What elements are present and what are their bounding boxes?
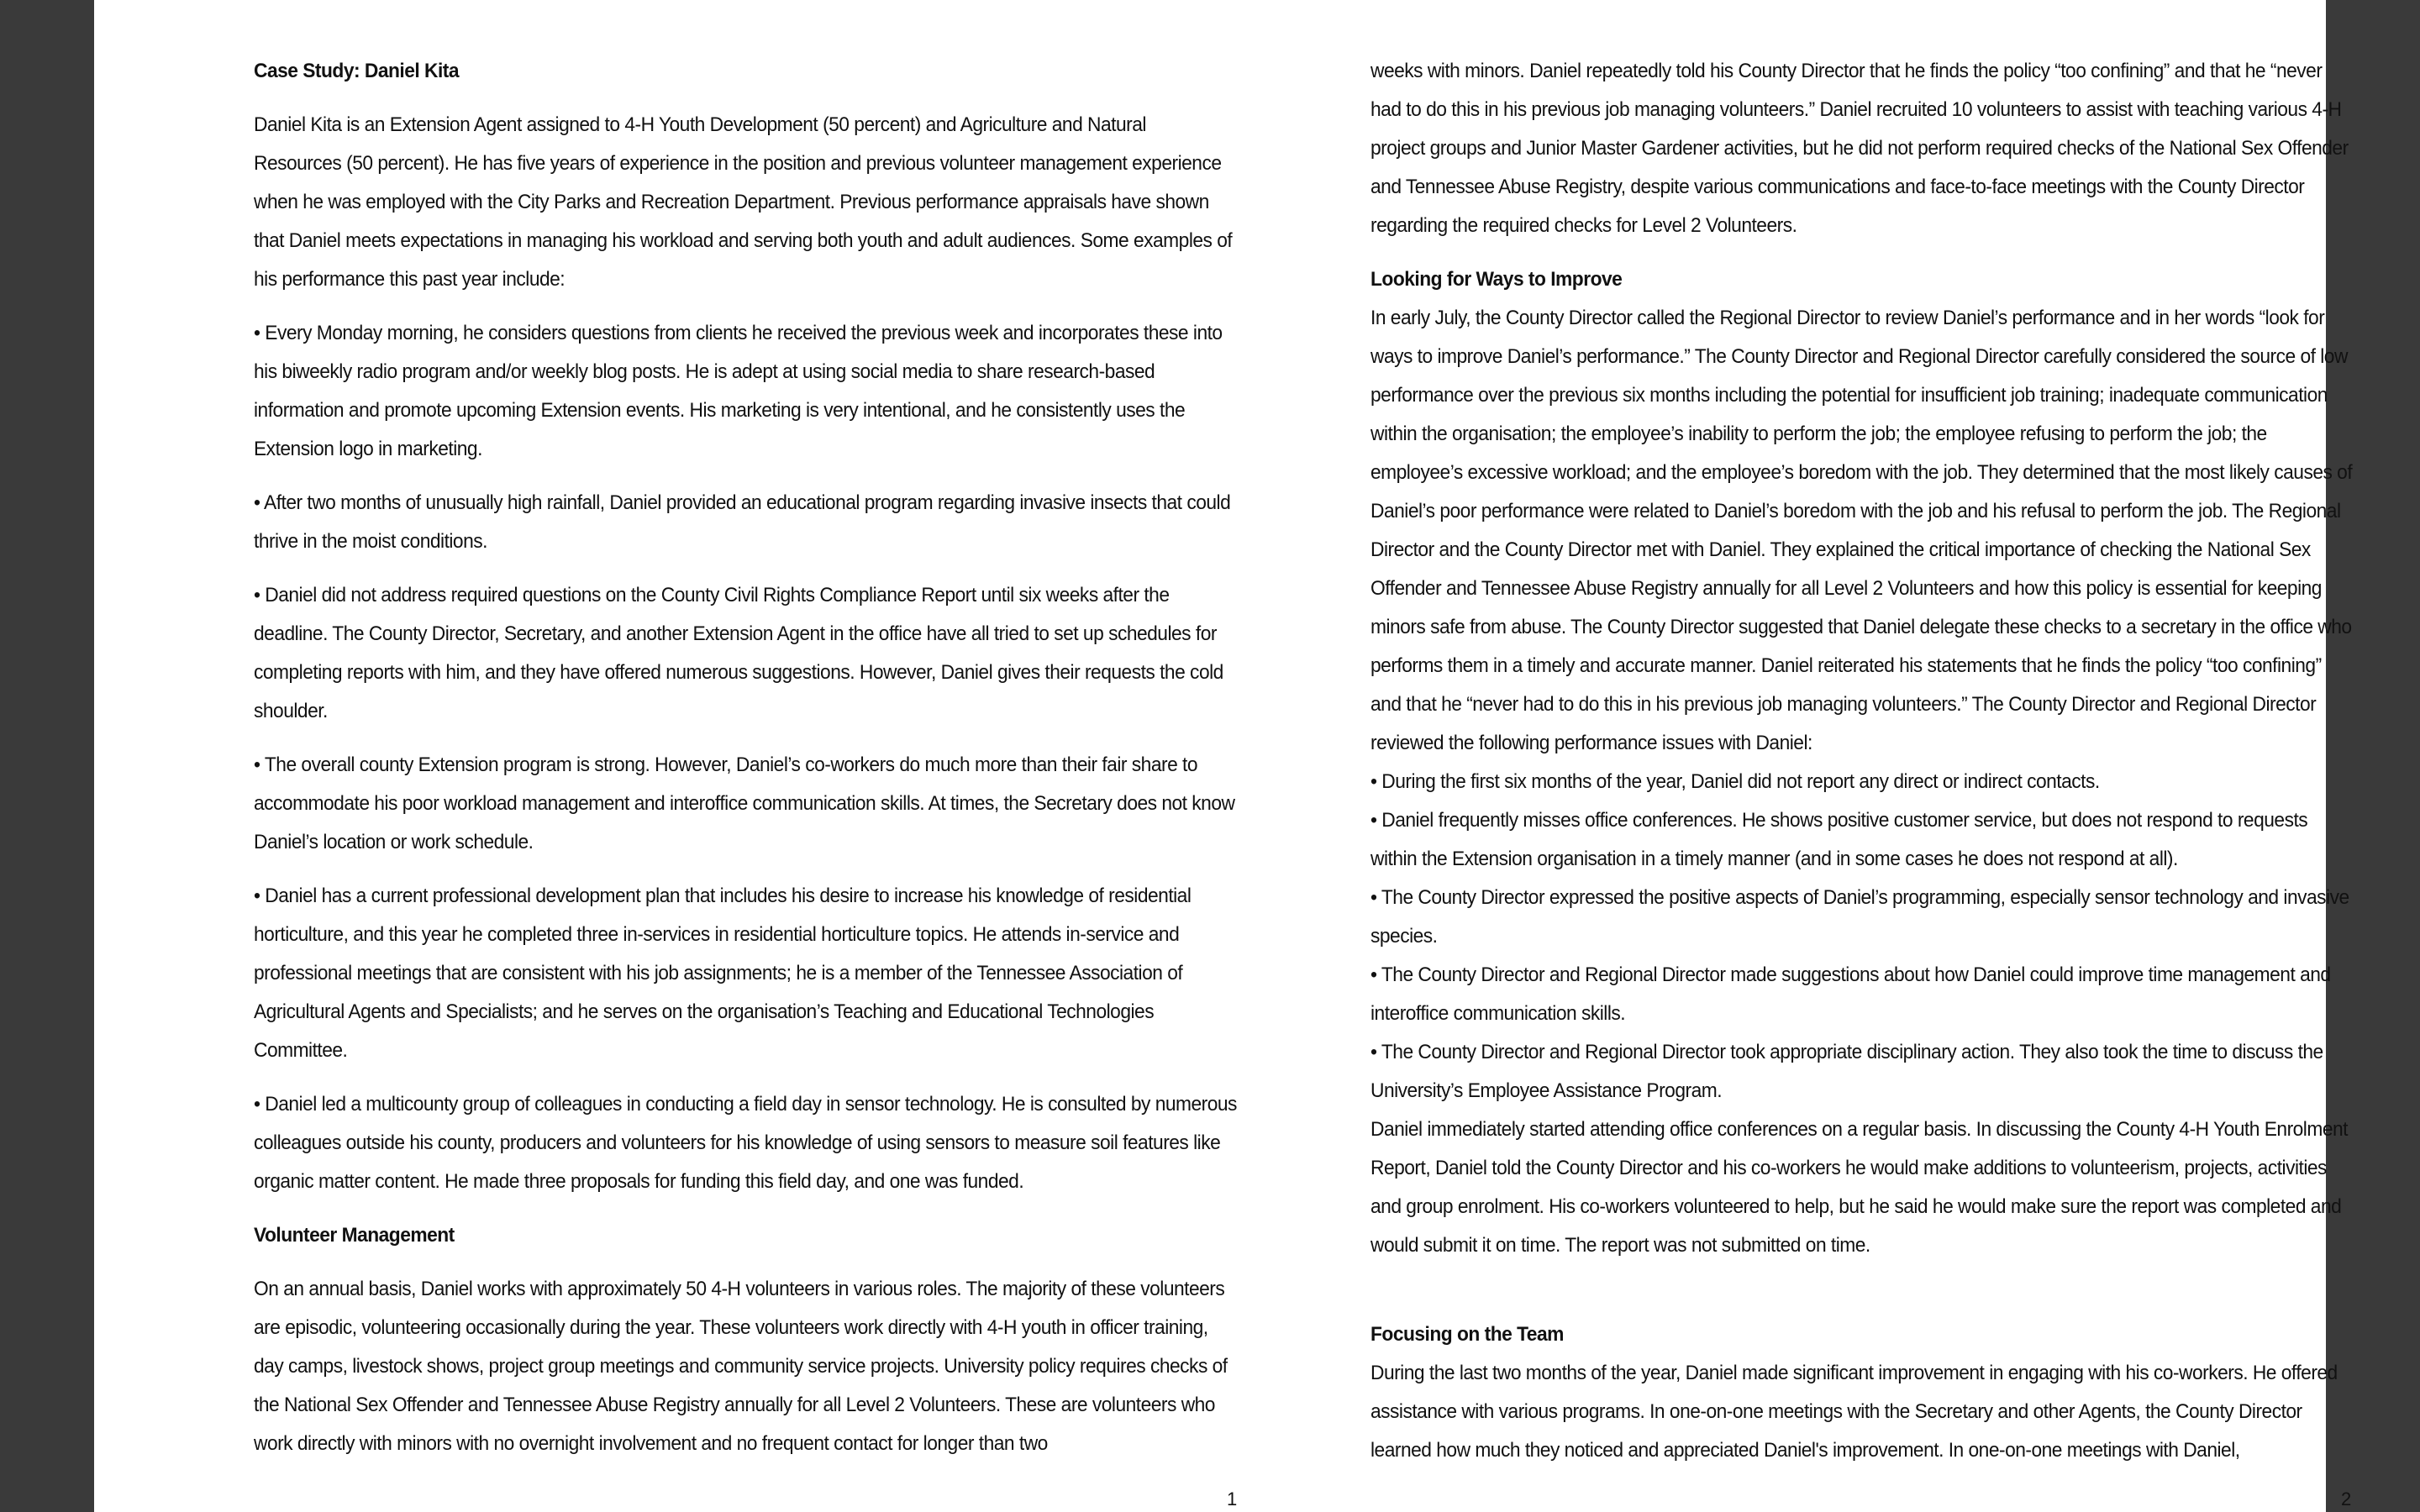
attending-paragraph: Daniel immediately started attending office conferences on a regular basis. In discussing the County 4-H Youth Enrolment Report, Daniel told the County Director and his co-workers he would make additions to volunteerism, projects, activities and group enrolment. His co-workers volunteered to help, but he said he would make sure the report was completed and would submit it on time. The report was not submitted on time. bbox=[1370, 1118, 2348, 1257]
improve-paragraph: In early July, the County Director called the Regional Director to review Daniel’s performance and in her words “look for ways to improve Daniel’s performance.” The County Director and Regional Director carefully considered the source of low performance over the previous six months including the potential for insufficient job training; inadequate communication within the organisation; the employee’s inability to perform the job; the employee refusing to perform the job; the employee’s excessive workload; and the employee’s boredom with the job. They determined that the most likely causes of Daniel’s poor performance were related to Daniel’s boredom with the job and his refusal to perform the job. The Regional Director and the County Director met with Daniel. They explained the critical importance of checking the National Sex Offender and Tennessee Abuse Registry annually for all Level 2 Volunteers and how this policy is essential for keeping minors safe from abuse. The County Director suggested that Daniel delegate these checks to a secretary in the office who performs them in a timely and accurate manner. Daniel reiterated his statements that he finds the policy “too confining” and that he “never had to do this in his previous job managing volunteers.” The County Director and Regional Director reviewed the following performance issues with Daniel: bbox=[1370, 307, 2353, 754]
bullet-item: • After two months of unusually high rainfall, Daniel provided an educational program regarding invasive insects that could thrive in the moist conditions. bbox=[254, 491, 1231, 553]
bullet-item: • Every Monday morning, he considers questions from clients he received the previous week and incorporates these into his biweekly radio program and/or weekly blog posts. He is adept at using social media to share research-based information and promote upcoming Extension events. His marketing is very intentional, and he consistently uses the Extension logo in marketing. bbox=[254, 322, 1223, 460]
improve-heading: Looking for Ways to Improve bbox=[1370, 268, 1623, 291]
page-number: 2 bbox=[2341, 1488, 2352, 1509]
document-spread bbox=[94, 0, 2353, 1512]
case-study-title: Case Study: Daniel Kita bbox=[254, 60, 460, 82]
issue-item: • The County Director expressed the positive aspects of Daniel’s programming, especially sensor technology and invasive species. bbox=[1370, 886, 2349, 948]
bullet-item: • The overall county Extension program is strong. However, Daniel’s co-workers do much more than their fair share to accommodate his poor workload management and interoffice communication skills. At times, the Secretary does not know Daniel’s location or work schedule. bbox=[254, 753, 1235, 853]
page-number: 1 bbox=[1227, 1488, 1238, 1509]
continuation-paragraph: weeks with minors. Daniel repeatedly told his County Director that he finds the policy “too confining” and that he “never had to do this in his previous job managing volunteers.” Daniel recruited 10 volunteers to assist with teaching various 4-H project groups and Junior Master Gardener activities, but he did not perform required checks of the National Sex Offender and Tennessee Abuse Registry, despite various communications and face-to-face meetings with the County Director regarding the required checks for Level 2 Volunteers. bbox=[1370, 60, 2349, 237]
issue-item: • The County Director and Regional Director made suggestions about how Daniel could improve time management and interoffice communication skills. bbox=[1370, 963, 2331, 1025]
section-spacer bbox=[1370, 1265, 2355, 1315]
volunteer-management-heading: Volunteer Management bbox=[254, 1224, 455, 1247]
intro-paragraph: Daniel Kita is an Extension Agent assigned to 4-H Youth Development (50 percent) and Agriculture and Natural Resources (50 percent). He has five years of experience in the position and previous volunteer management experience when he was employed with the City Parks and Recreation Department. Previous performance appraisals have shown that Daniel meets expectations in managing his workload and serving both youth and adult audiences. Some examples of his performance this past year include: bbox=[254, 113, 1233, 291]
issue-item: • Daniel frequently misses office conferences. He shows positive customer service, but does not respond to requests within the Extension organisation in a timely manner (and in some cases he does not respond at all). bbox=[1370, 809, 2308, 870]
bullet-item: • Daniel led a multicounty group of colleagues in conducting a field day in sensor technology. He is consulted by numerous colleagues outside his county, producers and volunteers for his knowledge of using sensors to measure soil features like organic matter content. He made three proposals for funding this field day, and one was funded. bbox=[254, 1093, 1237, 1193]
bullet-item: • Daniel has a current professional development plan that includes his desire to increase his knowledge of residential horticulture, and this year he completed three in-services in residential horticulture topics. He attends in-service and professional meetings that are consistent with his job assignments; he is a member of the Tennessee Association of Agricultural Agents and Specialists; and he serves on the organisation’s Teaching and Educational Technologies Committee. bbox=[254, 885, 1192, 1062]
page-2-column bbox=[1370, 52, 2355, 1470]
team-paragraph: During the last two months of the year, Daniel made significant improvement in engaging with his co-workers. He offered assistance with various programs. In one-on-one meetings with the Secretary and other Agents, the County Director learned how much they noticed and appreciated Daniel's improvement. In one-on-one meetings with Daniel, bbox=[1370, 1362, 2338, 1462]
issue-item: • The County Director and Regional Director took appropriate disciplinary action. They also took the time to discuss the University’s Employee Assistance Program. bbox=[1370, 1041, 2323, 1102]
issue-item: • During the first six months of the year, Daniel did not report any direct or indirect contacts. bbox=[1370, 770, 2100, 793]
bullet-item: • Daniel did not address required questions on the County Civil Rights Compliance Report until six weeks after the deadline. The County Director, Secretary, and another Extension Agent in the office have all tried to set up schedules for completing reports with him, and they have offered numerous suggestions. However, Daniel gives their requests the cold shoulder. bbox=[254, 584, 1223, 722]
team-heading: Focusing on the Team bbox=[1370, 1323, 1564, 1346]
volunteer-paragraph: On an annual basis, Daniel works with approximately 50 4-H volunteers in various roles. The majority of these volunteers are episodic, volunteering occasionally during the year. These volunteers work directly with 4-H youth in officer training, day camps, livestock shows, project group meetings and community service projects. University policy requires checks of the National Sex Offender and Tennessee Abuse Registry annually for all Level 2 Volunteers. These are volunteers who work directly with minors with no overnight involvement and no frequent contact for longer than two bbox=[254, 1278, 1228, 1455]
page-1-column bbox=[254, 52, 1239, 1478]
